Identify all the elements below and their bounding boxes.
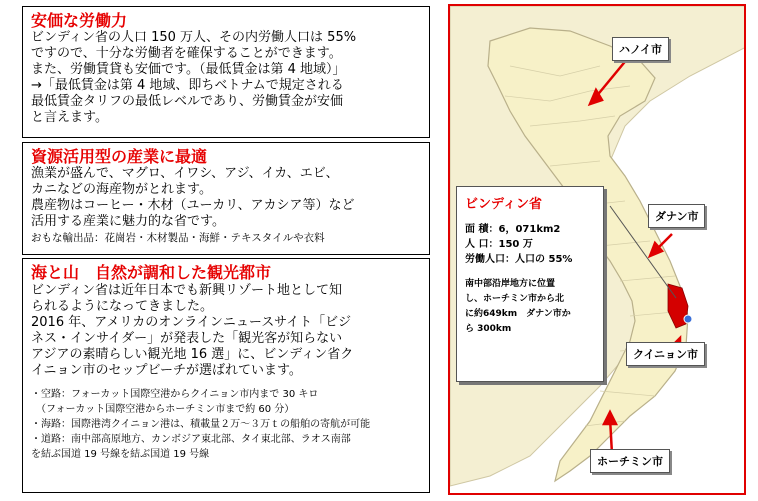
tourism-body: ビンディン省は近年日本でも新興リゾート地として知 られるようになってきました。 2016 年、アメリカのオンラインニュースサイト「ビジ ネス・インサイダー」が発表した「観光客が知らない アジアの素晴らしい観光地 16 選」に、ビンディン省ク イニョン市のセップビーチが選ばれています。 xyxy=(31,283,354,378)
quynhon-label: クイニョン市 xyxy=(626,342,705,366)
quy-nhon-marker xyxy=(684,315,692,323)
binh-dinh-info-box xyxy=(456,186,604,382)
area-stat: 面 積：6，071km2 xyxy=(465,224,561,235)
resource-industry-section xyxy=(22,142,430,255)
hanoi-label: ハノイ市 xyxy=(612,37,669,61)
cheap-labor-title: 安価な労働力 xyxy=(31,11,128,30)
location-description: 南中部沿岸地方に位置 し、ホーチミン市から北 に約649km ダナン市か ら 300km xyxy=(465,279,571,334)
cheap-labor-body: ビンディン省の人口 150 万人、その内労働人口は 55% ですので、十分な労働者を確保することができます。 また、労働賃貸も安価です。（最低賃金は第 4 地域）」 →「最低賃金は第 4 地域、即ちベトナムで規定される 最低賃金タリフの最低レベルであり、労働賃金が安価 と言えます。 xyxy=(31,30,357,125)
province-name: ビンディン省 xyxy=(465,197,542,212)
labor-stat: 労働人口：人口の 55% xyxy=(465,254,573,265)
main-exports-text: おもな輸出品：花崗岩・木材製品・海鮮・テキスタイルや衣料 xyxy=(31,232,325,244)
access-notes: ・空路：フォーカット国際空港からクイニョン市内まで 30 キロ （フォーカット国際空港からホーチミン市まで約 60 分） ・海路：国際港湾クイニョン港は、積載量２万～３万ｔの船舶の寄航が可能 ・道路：南中部高原地方、カンボジア東北部、タイ東北部、ラオス南部 を結ぶ国道 19 号線を結ぶ国道 19 号線 xyxy=(31,389,371,460)
hcmc-label: ホーチミン市 xyxy=(590,449,670,473)
tourism-section xyxy=(22,258,430,493)
cheap-labor-section xyxy=(22,6,430,138)
tourism-title: 海と山 自然が調和した観光都市 xyxy=(31,263,272,282)
danang-label: ダナン市 xyxy=(648,204,705,228)
population-stat: 人 口：150 万 xyxy=(465,239,533,250)
resource-industry-body: 漁業が盛んで、マグロ、イワシ、アジ、イカ、エビ、 カニなどの海産物がとれます。 農産物はコーヒー・木材（ユーカリ、アカシア等）など 活用する産業に魅力的な省です。 xyxy=(31,166,355,229)
resource-industry-title: 資源活用型の産業に最適 xyxy=(31,147,208,166)
